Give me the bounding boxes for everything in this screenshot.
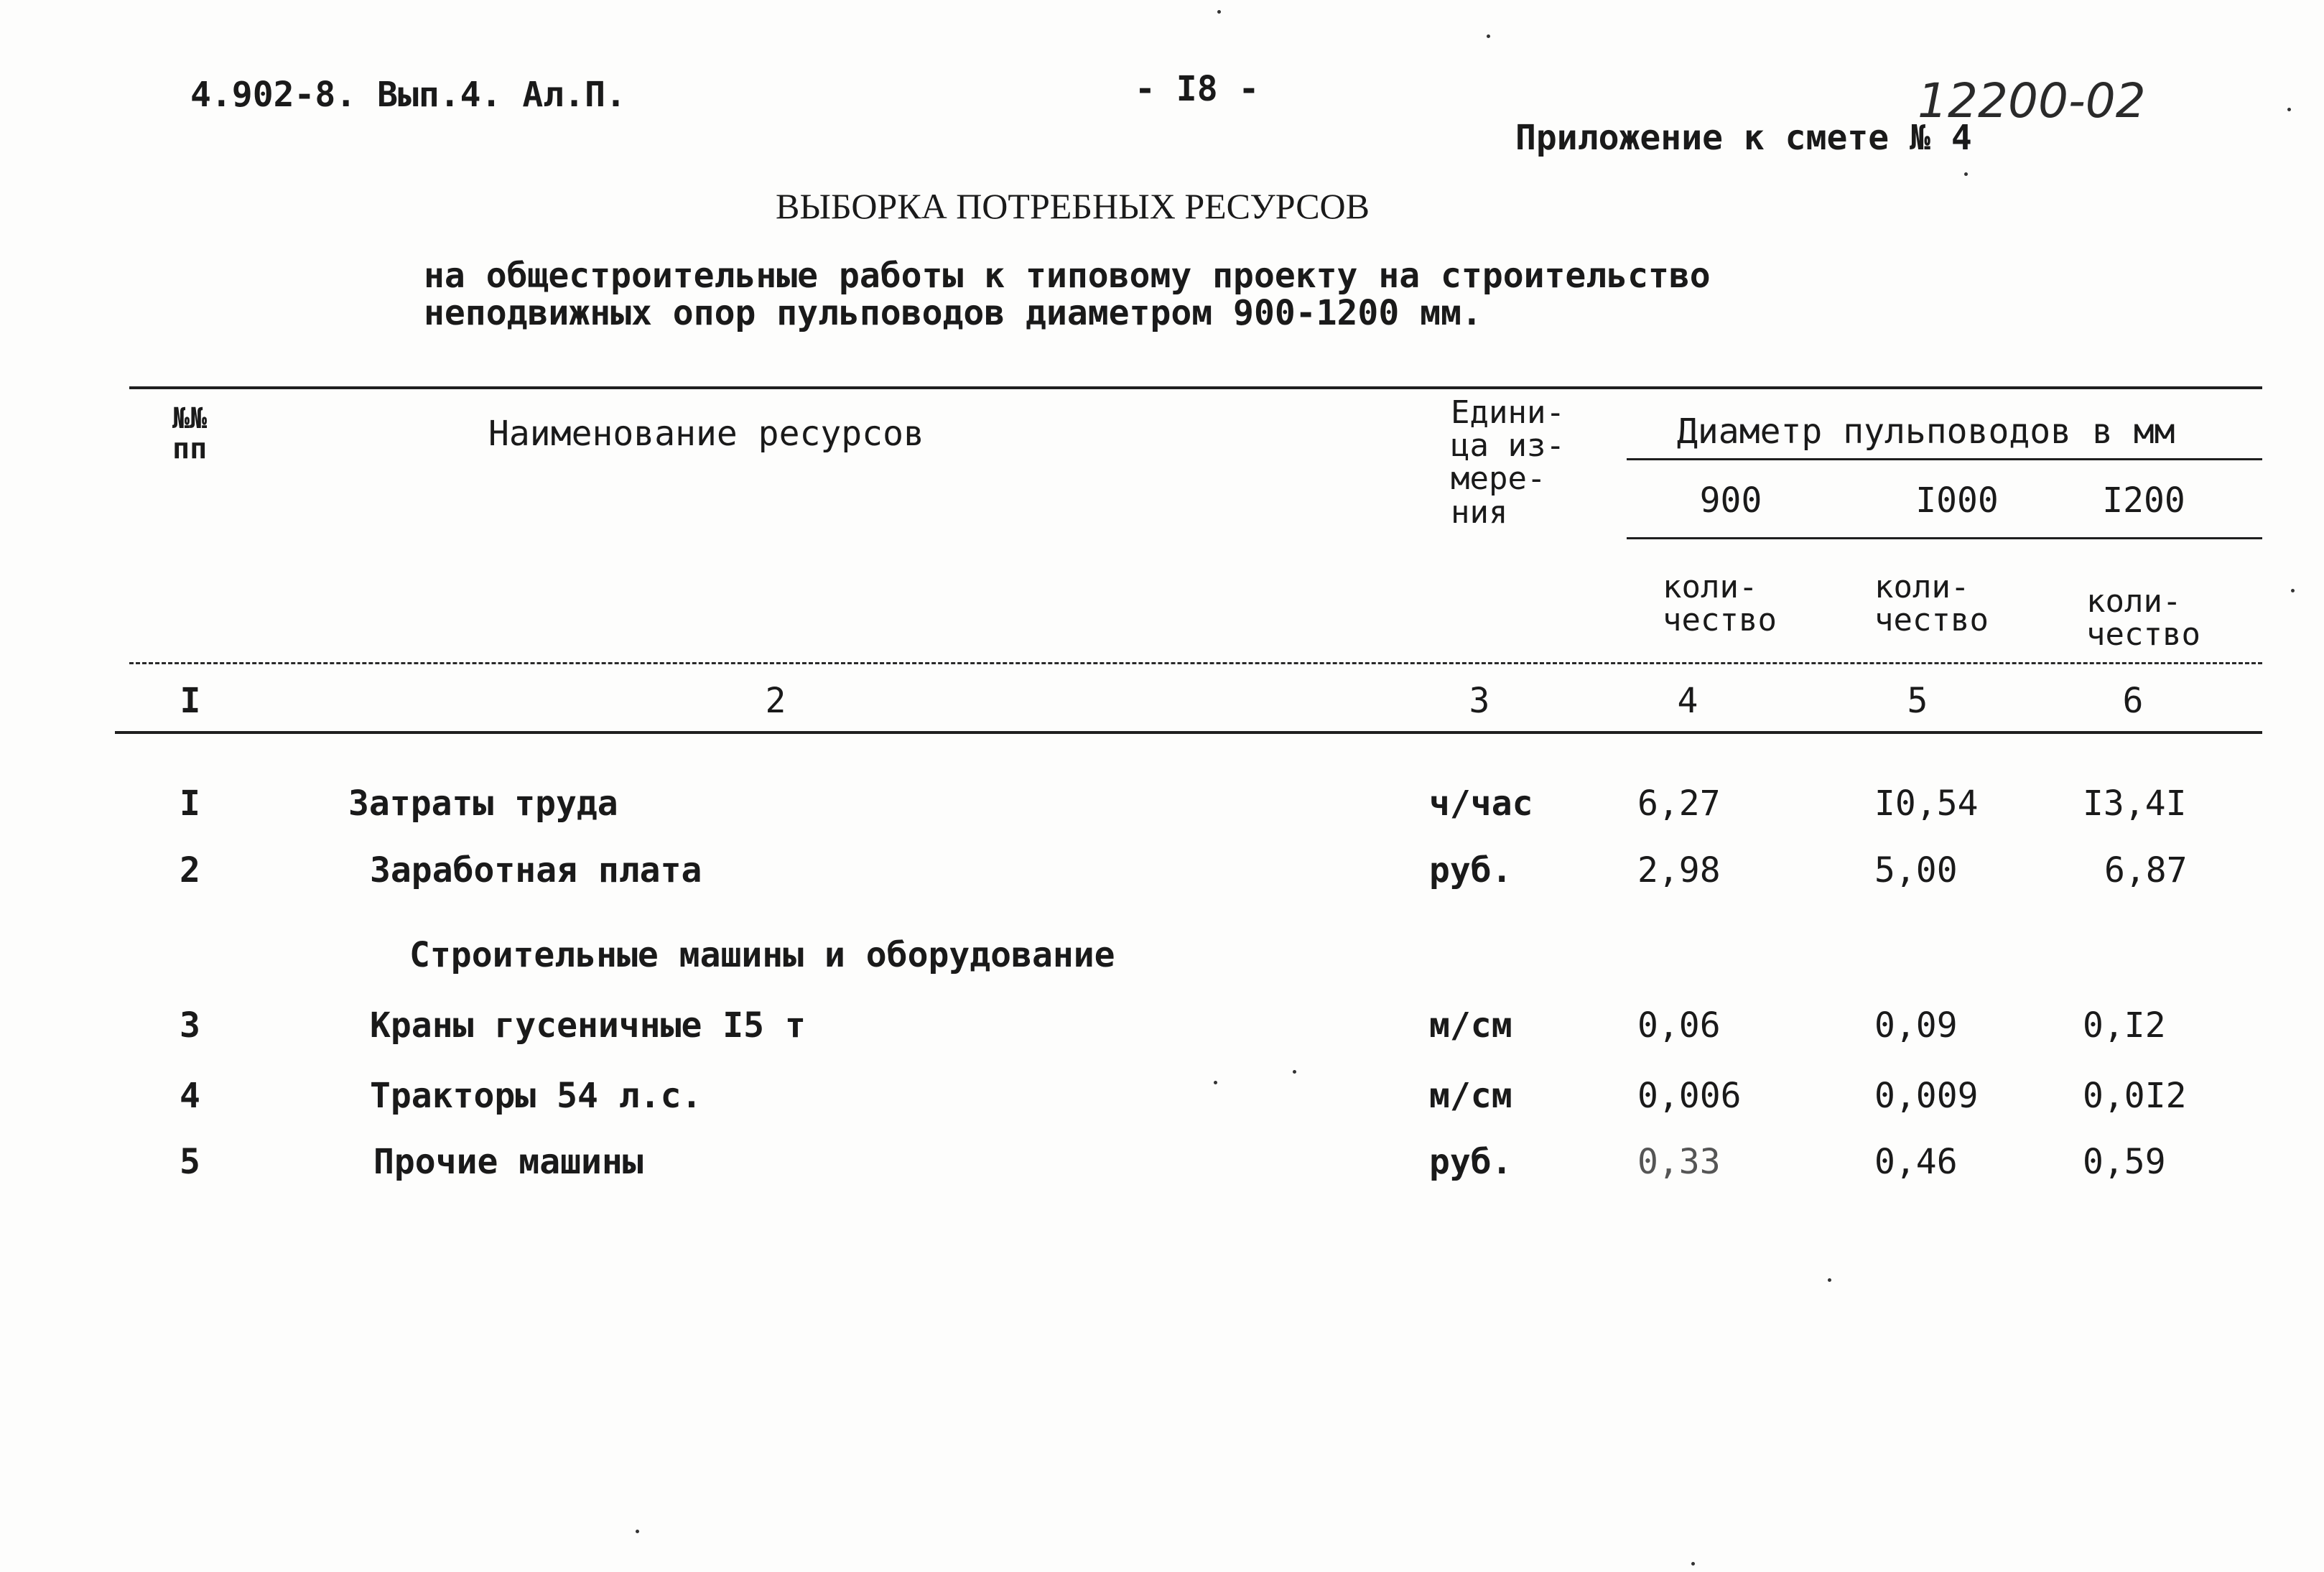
scan-speck [1691,1562,1695,1566]
row-3-value-1000: 0,09 [1874,1005,1958,1046]
row-2-unit: руб. [1429,850,1512,890]
appendix-label: Приложение к смете № 4 [1515,118,1972,158]
row-4-value-1000: 0,009 [1874,1076,1979,1116]
header-unit-label: Едини- ца из- мере- ния [1451,394,1565,531]
column-number-2: 2 [765,681,786,721]
row-1-name: Затраты труда [348,783,618,824]
row-1-value-1200: I3,4I [2083,783,2187,824]
diameter-1000: I000 [1915,480,1999,521]
column-number-3: 3 [1469,681,1490,721]
row-1-num: I [180,783,200,824]
row-5-unit: руб. [1429,1142,1512,1182]
scan-speck [1487,34,1490,38]
document-title: ВЫБОРКА ПОТРЕБНЫХ РЕСУРСОВ [776,186,1370,226]
row-3-value-1200: 0,I2 [2083,1005,2166,1046]
row-3-name: Краны гусеничные I5 т [370,1005,806,1046]
table-top-rule [129,386,2262,389]
row-3-num: 3 [180,1005,200,1046]
scan-speck [2287,108,2291,111]
scan-speck [1293,1070,1296,1074]
row-4-value-900: 0,006 [1637,1076,1742,1116]
row-5-value-1200: 0,59 [2083,1142,2166,1182]
header-num-label: №№ пп [172,402,208,465]
row-5-name: Прочие машины [373,1142,643,1182]
row-5-value-900: 0,33 [1637,1142,1721,1182]
scan-speck [636,1530,639,1533]
scan-speck [2291,589,2295,592]
column-number-5: 5 [1907,681,1928,721]
diameters-rule [1627,537,2262,539]
header-diameter-group: Диаметр пульповодов в мм [1677,411,2175,452]
scan-speck [1964,172,1968,176]
diameter-900: 900 [1699,480,1762,521]
scan-speck [1828,1278,1831,1282]
row-3-value-900: 0,06 [1637,1005,1721,1046]
row-4-value-1200: 0,0I2 [2083,1076,2187,1116]
subtitle-line-2: неподвижных опор пульповодов диаметром 900-1200 мм. [424,293,1482,333]
page-number: - I8 - [1135,69,1260,109]
row-2-value-1000: 5,00 [1874,850,1958,890]
column-number-4: 4 [1677,681,1698,721]
row-2-value-900: 2,98 [1637,850,1721,890]
row-4-unit: м/см [1429,1076,1512,1116]
section-heading-machines: Строительные машины и оборудование [409,935,1115,975]
scan-speck [1214,1081,1217,1084]
row-3-unit: м/см [1429,1005,1512,1046]
row-5-value-1000: 0,46 [1874,1142,1958,1182]
row-2-value-1200: 6,87 [2104,850,2188,890]
quantity-label-900: коли- чество [1663,569,1777,639]
header-name-label: Наименование ресурсов [488,414,924,454]
column-number-1: I [180,681,201,721]
row-5-num: 5 [180,1142,200,1182]
column-numbers-rule [115,731,2262,734]
scan-speck [1217,10,1221,14]
row-1-value-900: 6,27 [1637,783,1721,824]
quantity-label-1000: коли- чество [1874,569,1989,639]
row-1-value-1000: I0,54 [1874,783,1979,824]
row-2-name: Заработная плата [370,850,702,890]
row-2-num: 2 [180,850,200,890]
handwritten-number: 12200-02 [1918,73,2146,129]
column-number-6: 6 [2122,681,2144,721]
diameter-1200: I200 [2102,480,2185,521]
diameter-group-rule [1627,458,2262,460]
document-code: 4.902-8. Вып.4. Ал.П. [190,75,626,115]
row-4-name: Тракторы 54 л.с. [370,1076,702,1116]
row-4-num: 4 [180,1076,200,1116]
subtitle-line-1: на общестроительные работы к типовому проекту на строительство [424,256,1711,296]
header-bottom-rule [129,662,2262,664]
quantity-label-1200: коли- чество [2086,583,2200,654]
row-1-unit: ч/час [1429,783,1533,824]
